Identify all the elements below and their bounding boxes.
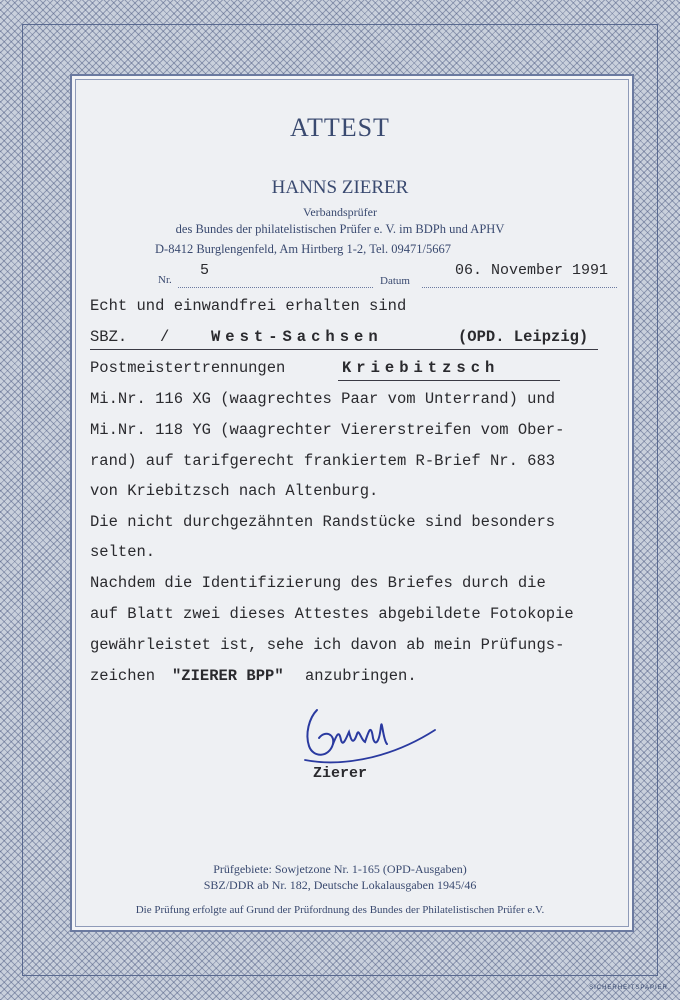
body-line-13-c: anzubringen. — [305, 667, 417, 685]
regulation-note: Die Prüfung erfolgte auf Grund der Prüfordnung des Bundes der Philatelistischen Prüfer e.V. — [135, 904, 545, 916]
certificate-number: 5 — [200, 262, 210, 279]
body-line-13-mark: "ZIERER BPP" — [172, 667, 284, 685]
examination-areas-line-1: Prüfgebiete: Sowjetzone Nr. 1-165 (OPD-Ausgaben) — [213, 862, 467, 876]
handwritten-signature — [295, 700, 445, 770]
body-line-7: von Kriebitzsch nach Altenburg. — [90, 482, 379, 500]
body-line-3-place: Kriebitzsch — [342, 359, 500, 377]
body-line-2-sbz: SBZ. — [90, 328, 128, 346]
examiner-name: HANNS ZIERER — [271, 177, 409, 198]
body-line-2-slash: / — [160, 328, 170, 346]
body-line-12: gewährleistet ist, sehe ich davon ab mein Prüfungs- — [90, 636, 565, 654]
body-line-1: Echt und einwandfrei erhalten sind — [90, 297, 407, 315]
signer-name: Zierer — [313, 765, 368, 782]
number-dotted-line — [178, 287, 373, 288]
body-line-11: auf Blatt zwei dieses Attestes abgebildete Fotokopie — [90, 605, 574, 623]
address-line: D-8412 Burglengenfeld, Am Hirtberg 1-2, Tel. 09471/5667 — [155, 242, 451, 256]
examination-areas-line-2: SBZ/DDR ab Nr. 182, Deutsche Lokalausgaben 1945/46 — [203, 878, 477, 892]
body-line-2-region: West-Sachsen — [211, 328, 383, 346]
body-line-2-opd: (OPD. Leipzig) — [458, 328, 589, 346]
body-line-10: Nachdem die Identifizierung des Briefes durch die — [90, 574, 546, 592]
association-line: des Bundes der philatelistischen Prüfer e. V. im BDPh und APHV — [175, 222, 505, 236]
body-line-9: selten. — [90, 543, 156, 561]
body-line-6: rand) auf tarifgerecht frankiertem R-Brief Nr. 683 — [90, 452, 556, 470]
date-dotted-line — [422, 287, 617, 288]
region-underline — [90, 349, 598, 350]
certificate-panel — [70, 74, 634, 932]
certificate-date: 06. November 1991 — [455, 262, 609, 279]
date-label: Datum — [380, 275, 410, 287]
examiner-role: Verbandsprüfer — [303, 205, 377, 219]
place-underline — [338, 380, 560, 381]
number-label: Nr. — [158, 274, 172, 286]
body-line-8: Die nicht durchgezähnten Randstücke sind besonders — [90, 513, 556, 531]
certificate-title: ATTEST — [290, 113, 390, 142]
body-line-13-a: zeichen — [90, 667, 156, 685]
paper-watermark: SICHERHEITSPAPIER — [589, 985, 668, 991]
body-line-5: Mi.Nr. 118 YG (waagrechter Viererstreifen vom Ober- — [90, 421, 565, 439]
body-line-3-label: Postmeistertrennungen — [90, 359, 286, 377]
body-line-4: Mi.Nr. 116 XG (waagrechtes Paar vom Unterrand) und — [90, 390, 556, 408]
